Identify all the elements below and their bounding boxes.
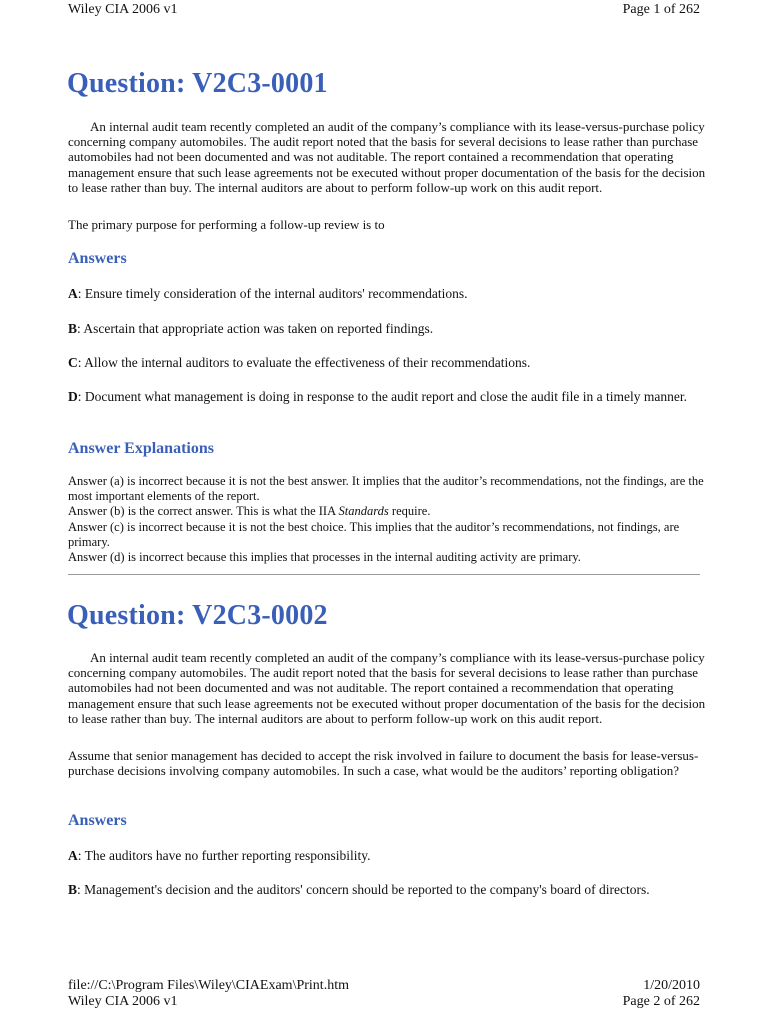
explanation-b-suffix: require. (388, 504, 431, 519)
question-1-explanations (68, 474, 708, 565)
header-page-number: Page 1 of 262 (622, 2, 700, 17)
explanation-b-standards: Standards (338, 504, 389, 519)
explanation-a: Answer (a) is incorrect because it is not the best answer. It implies that the auditor’s recommendations, not the findings, are the most important elements of the report. (68, 474, 704, 504)
footer-file-path: file://C:\Program Files\Wiley\CIAExam\Print.htm (68, 978, 349, 993)
question-1-answer-b (68, 321, 708, 337)
answer-letter: A (68, 848, 78, 863)
footer-date: 1/20/2010 (643, 978, 700, 993)
page-footer (68, 978, 700, 994)
answer-letter: B (68, 882, 78, 897)
question-1-answer-c (68, 355, 708, 371)
answer-text: : Allow the internal auditors to evaluate the effectiveness of their recommendations. (77, 355, 531, 370)
question-2-answers-heading: Answers (68, 812, 127, 829)
question-2-prompt: Assume that senior management has decided to accept the risk involved in failure to document the basis for lease-versus-purchase decisions involving company automobiles. In such a case, what would be the auditors’ reporting obligation? (68, 748, 699, 779)
explanation-b-text: Answer (b) is the correct answer. This is what the IIA (68, 504, 339, 519)
answer-text: : Document what management is doing in response to the audit report and close the audit file in a timely manner. (77, 389, 687, 404)
answer-letter: A (68, 286, 78, 301)
answer-letter: B (68, 321, 78, 336)
answer-letter: C (68, 355, 78, 370)
header-doc-title: Wiley CIA 2006 v1 (68, 2, 178, 17)
question-2-title: Question: V2C3-0002 (67, 600, 328, 631)
answer-text: : Management's decision and the auditors' concern should be reported to the company's board of directors. (77, 882, 650, 897)
question-1-scenario: An internal audit team recently completed an audit of the company’s compliance with its lease-versus-purchase policy concerning company automobiles. The audit report noted that the basis for several decisions to lease rather than purchase automobiles had not been documented and was not auditable. The report contained a recommendation that operating management ensure that such lease agreements not be executed without proper documentation of the basis for the decision to lease rather than buy. The internal auditors are about to perform follow-up work on this audit report. (68, 119, 706, 195)
question-2-answer-a (68, 848, 708, 864)
next-page-header (68, 994, 700, 1010)
explanation-b (68, 504, 708, 519)
question-1-answer-a (68, 286, 708, 302)
answer-text: : Ensure timely consideration of the internal auditors' recommendations. (77, 286, 468, 301)
header-page-number: Page 2 of 262 (622, 994, 700, 1009)
question-divider (68, 574, 700, 575)
question-2-answer-b (68, 882, 708, 898)
answer-text: : The auditors have no further reporting responsibility. (77, 848, 371, 863)
question-1-answer-d (68, 389, 708, 405)
question-2-scenario: An internal audit team recently completed an audit of the company’s compliance with its lease-versus-purchase policy concerning company automobiles. The audit report noted that the basis for several decisions to lease rather than purchase automobiles had not been documented and was not auditable. The report contained a recommendation that operating management ensure that such lease agreements not be executed without proper documentation of the basis for the decision to lease rather than buy. The internal auditors are about to perform follow-up work on this audit report. (68, 650, 706, 726)
explanation-d: Answer (d) is incorrect because this implies that processes in the internal auditing activity are primary. (68, 550, 581, 565)
question-1-title: Question: V2C3-0001 (67, 68, 328, 99)
question-1-answers-heading: Answers (68, 250, 127, 267)
question-1-prompt: The primary purpose for performing a follow-up review is to (68, 217, 385, 232)
answer-text: : Ascertain that appropriate action was taken on reported findings. (77, 321, 434, 336)
answer-letter: D (68, 389, 78, 404)
header-doc-title: Wiley CIA 2006 v1 (68, 994, 178, 1009)
explanation-c: Answer (c) is incorrect because it is not the best choice. This implies that the auditor’s recommendations, not findings, are primary. (68, 519, 680, 549)
question-1-explanations-heading: Answer Explanations (68, 440, 214, 457)
page-header (68, 2, 700, 18)
